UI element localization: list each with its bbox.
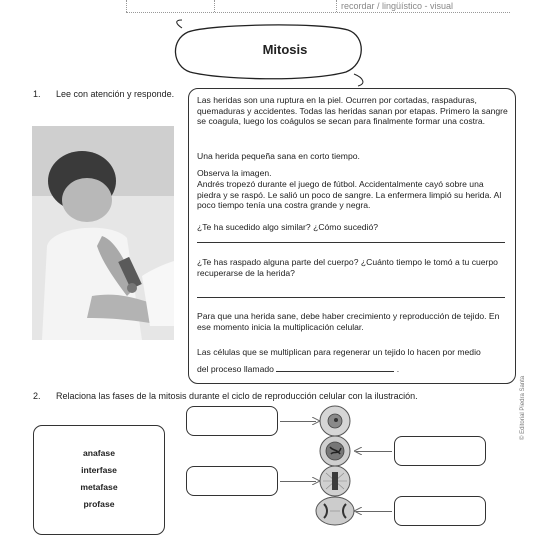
paragraph: Las heridas son una ruptura en la piel. Ocurren por cortadas, raspaduras, quemaduras y accidentes. Todas las heridas sanan por etapas. Primero la sangre se coagula, luego los coágulos se secan para finalmente formar una costra. (197, 95, 508, 127)
phase-answer-box[interactable] (186, 406, 278, 436)
cell-prophase-icon (318, 434, 352, 468)
reading-box (188, 88, 516, 384)
arrowhead-icon (354, 447, 362, 455)
header-divider (214, 0, 215, 12)
cell-anaphase-icon (314, 494, 356, 528)
page-title: Mitosis (262, 42, 308, 57)
phase-answer-box[interactable] (394, 496, 486, 526)
paragraph: Para que una herida sane, debe haber crecimiento y reproducción de tejido. En ese momento inicia la multiplicación celular. (197, 311, 500, 332)
phase-answer-box[interactable] (394, 436, 486, 466)
header-rule (126, 12, 510, 13)
paragraph: ¿Te has raspado alguna parte del cuerpo? ¿Cuánto tiempo le tomó a tu cuerpo recuperarse de la herida? (197, 257, 498, 278)
paragraph: Andrés tropezó durante el juego de fútbol. Accidentalmente cayó sobre una piedra y se raspó. Le salió un poco de sangre. La enfermera limpió su herida. Al poco tiempo tenía una costra grande y negra. (197, 179, 502, 211)
phases-box (33, 425, 165, 535)
paragraph: Observa la imagen. (197, 168, 272, 178)
copyright-note: © Editorial Piedra Santa (520, 375, 526, 440)
boy-with-nurse-image (32, 126, 174, 340)
question-prompt: Relaciona las fases de la mitosis durante el ciclo de reproducción celular con la ilustración. (56, 391, 418, 401)
paragraph: del proceso llamado (197, 364, 274, 374)
answer-line[interactable] (197, 297, 505, 298)
phase-label: anafase (82, 448, 115, 458)
header-subtitle: recordar / lingüístico - visual (341, 1, 454, 11)
answer-line[interactable] (197, 242, 505, 243)
paragraph: Las células que se multiplican para regenerar un tejido lo hacen por medio (197, 347, 481, 357)
cell-metaphase-icon (318, 464, 352, 498)
phase-label: metafase (80, 482, 118, 492)
question-prompt: Lee con atención y responde. (56, 89, 175, 99)
header-divider (336, 0, 337, 12)
fill-in-sentence (197, 363, 509, 375)
paragraph: Una herida pequeña sana en corto tiempo. (197, 151, 360, 161)
injury-photo (32, 126, 174, 340)
phase-answer-box[interactable] (186, 466, 278, 496)
fill-in-blank[interactable] (276, 363, 394, 372)
arrow-right (280, 421, 316, 422)
phase-label: interfase (81, 465, 117, 475)
paragraph: . (396, 364, 400, 374)
question-number: 2. (33, 391, 41, 401)
paragraph: ¿Te ha sucedido algo similar? ¿Cómo sucedió? (197, 222, 379, 232)
cell-interphase-icon (318, 404, 352, 438)
header-divider (126, 0, 127, 12)
question-number: 1. (33, 89, 41, 99)
arrow-right (280, 481, 316, 482)
phase-label: profase (83, 499, 115, 509)
